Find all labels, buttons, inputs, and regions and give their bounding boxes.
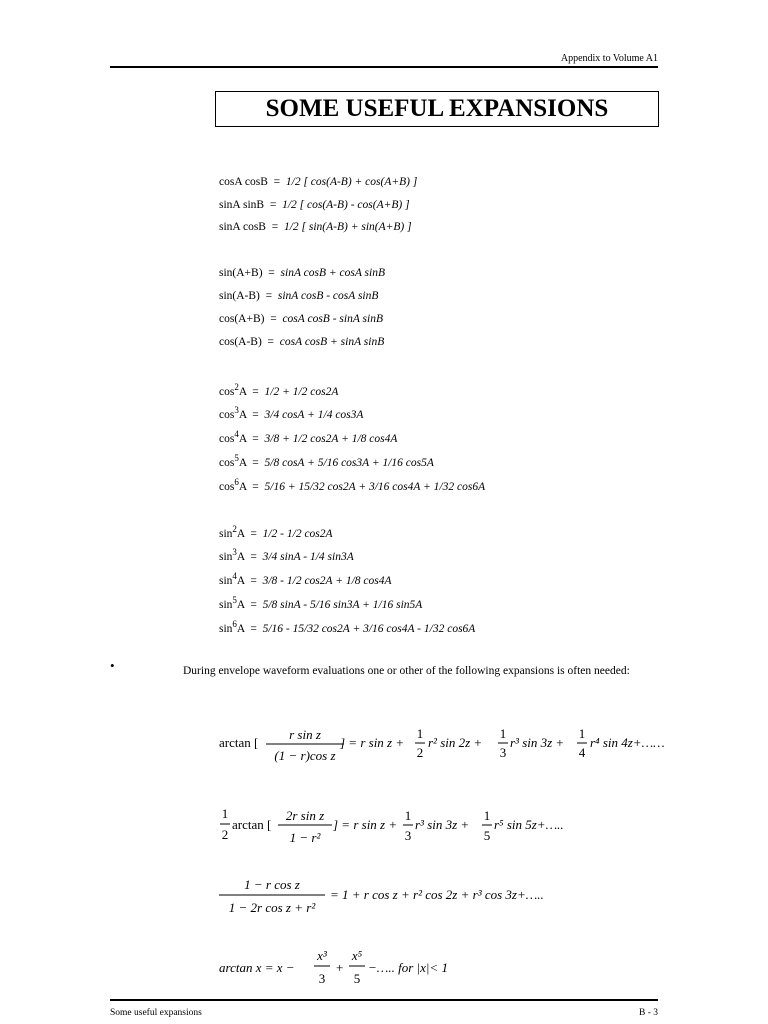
formula-argument: A (238, 480, 247, 493)
formula-argument: A (238, 385, 247, 398)
formula-rhs: 1/2 [ sin(A-B) + sin(A+B) ] (283, 221, 412, 233)
equals-sign: = (261, 336, 280, 348)
eq2-t1: r³ sin 3z + (415, 817, 470, 832)
equation-arctan-2 (220, 806, 564, 845)
footer-page-number: B - 3 (639, 1008, 658, 1018)
formula-argument: A (238, 432, 247, 445)
bullet-icon: • (110, 658, 115, 673)
formula-rhs: 5/8 sinA - 5/16 sin3A + 1/16 sin5A (262, 598, 423, 611)
equals-sign: = (246, 408, 265, 421)
formula-rhs: 3/4 sinA - 1/4 sin3A (262, 550, 354, 563)
eq1-h2d: 3 (499, 745, 507, 760)
formula-function: sin (219, 598, 233, 611)
eq2-hn: 1 (221, 806, 229, 821)
equals-sign: = (246, 480, 265, 493)
equals-sign: = (244, 574, 263, 587)
eq4-plus: + (336, 960, 344, 975)
formula-power: 2 (234, 382, 239, 392)
formula-rhs: 1/2 [ cos(A-B) + cos(A+B) ] (285, 176, 418, 188)
eq2-t2: r⁵ sin 5z+….. (494, 817, 564, 832)
formula-lhs: sin(A-B) (219, 290, 260, 302)
equals-sign: = (244, 598, 263, 611)
formula-power: 3 (232, 547, 237, 557)
formula-function: sin (219, 574, 233, 587)
eq1-h1d: 2 (416, 745, 424, 760)
formula-rhs: cosA cosB + sinA sinB (279, 336, 385, 348)
formula-lhs: sin(A+B) (219, 267, 263, 279)
eq2-h1n: 1 (404, 808, 412, 823)
equals-sign: = (246, 385, 265, 398)
formula-function: sin (219, 527, 233, 540)
equation-arctan-1 (219, 726, 665, 763)
formula-rhs: 1/2 + 1/2 cos2A (264, 385, 339, 398)
eq2-numerator: 2r sin z (285, 808, 325, 823)
formula-rhs: 3/8 + 1/2 cos2A + 1/8 cos4A (264, 432, 398, 445)
eq4-f2n: x⁵ (351, 948, 363, 963)
equals-sign: = (246, 456, 265, 469)
formula-rhs: 5/16 + 15/32 cos2A + 3/16 cos4A + 1/32 cos6A (264, 480, 486, 493)
formula-rhs: 5/16 - 15/32 cos2A + 3/16 cos4A - 1/32 cos6A (262, 622, 476, 635)
formula-power: 5 (234, 453, 239, 463)
eq1-t2: r³ sin 3z + (510, 735, 565, 750)
equals-sign: = (267, 176, 286, 188)
intro-paragraph: During envelope waveform evaluations one or other of the following expansions is often needed: (183, 665, 630, 677)
equation-arctan-x (219, 948, 448, 986)
formula-lhs: cosA cosB (219, 176, 268, 188)
equals-sign: = (264, 313, 283, 325)
formula-function: sin (219, 622, 233, 635)
formula-rhs: sinA cosB - cosA sinB (277, 290, 379, 302)
eq3-numerator: 1 − r cos z (244, 877, 300, 892)
header-reference: Appendix to Volume A1 (560, 53, 658, 64)
formula-power: 4 (232, 571, 237, 581)
eq1-denominator: (1 − r)cos z (274, 748, 336, 763)
formula-rhs: 3/8 - 1/2 cos2A + 1/8 cos4A (262, 574, 392, 587)
formula-argument: A (238, 408, 247, 421)
equals-sign: = (244, 550, 263, 563)
eq1-numerator: r sin z (289, 727, 321, 742)
formula-power: 6 (234, 477, 239, 487)
eq1-close: ] = r sin z + (340, 735, 405, 750)
equation-cos-series (219, 877, 544, 915)
formula-function: cos (219, 408, 235, 421)
eq1-t1: r² sin 2z + (428, 735, 483, 750)
footer-section-title: Some useful expansions (110, 1008, 202, 1018)
formula-lhs: cos(A+B) (219, 313, 265, 325)
formula-argument: A (236, 598, 245, 611)
eq4-f1n: x³ (317, 948, 327, 963)
formula-argument: A (236, 550, 245, 563)
page-title: SOME USEFUL EXPANSIONS (265, 95, 609, 122)
formula-power: 2 (232, 524, 237, 534)
equals-sign: = (259, 290, 278, 302)
equals-sign: = (264, 199, 283, 211)
formula-function: cos (219, 385, 235, 398)
formula-function: sin (219, 550, 233, 563)
formula-power: 6 (232, 619, 237, 629)
equals-sign: = (244, 622, 263, 635)
eq2-denominator: 1 − r² (289, 830, 321, 845)
eq3-denominator: 1 − 2r cos z + r² (228, 900, 316, 915)
footer-rule (110, 999, 658, 1001)
eq1-h3n: 1 (578, 726, 586, 741)
formula-rhs: 1/2 - 1/2 cos2A (262, 527, 333, 540)
formula-lhs: cos(A-B) (219, 336, 262, 348)
formula-rhs: 3/4 cosA + 1/4 cos3A (264, 408, 364, 421)
eq2-h1d: 3 (404, 828, 412, 843)
formula-argument: A (236, 574, 245, 587)
formula-lhs: sinA cosB (219, 221, 266, 233)
formula-rhs: sinA cosB + cosA sinB (280, 267, 385, 279)
eq1-h3d: 4 (578, 745, 586, 760)
eq4-lhs: arctan x = x − (219, 960, 295, 975)
equals-sign: = (246, 432, 265, 445)
equals-sign: = (265, 221, 284, 233)
eq1-h2n: 1 (499, 726, 507, 741)
formula-argument: A (236, 527, 245, 540)
eq2-h2d: 5 (483, 828, 491, 843)
eq4-rhs: −….. for |x|< 1 (368, 960, 448, 975)
eq4-f2d: 5 (353, 971, 361, 986)
equals-sign: = (262, 267, 281, 279)
formula-lhs: sinA sinB (219, 199, 265, 211)
formula-argument: A (238, 456, 247, 469)
eq1-h1n: 1 (416, 726, 424, 741)
formula-rhs: 5/8 cosA + 5/16 cos3A + 1/16 cos5A (264, 456, 434, 469)
formula-power: 5 (232, 595, 237, 605)
formula-function: cos (219, 480, 235, 493)
eq4-f1d: 3 (318, 971, 326, 986)
eq1-t3: r⁴ sin 4z+…… (590, 735, 665, 750)
formula-power: 3 (234, 405, 239, 415)
eq2-h2n: 1 (483, 808, 491, 823)
formula-function: cos (219, 456, 235, 469)
eq2-arctan: arctan [ (232, 817, 272, 832)
eq3-rhs: = 1 + r cos z + r² cos 2z + r³ cos 3z+….. (330, 887, 544, 902)
equals-sign: = (244, 527, 263, 540)
formula-function: cos (219, 432, 235, 445)
eq2-close: ] = r sin z + (333, 817, 398, 832)
eq1-arctan: arctan [ (219, 735, 259, 750)
formula-power: 4 (234, 429, 239, 439)
formula-argument: A (236, 622, 245, 635)
formula-rhs: cosA cosB - sinA sinB (282, 313, 383, 325)
formula-rhs: 1/2 [ cos(A-B) - cos(A+B) ] (282, 199, 410, 211)
eq2-hd: 2 (221, 827, 229, 842)
